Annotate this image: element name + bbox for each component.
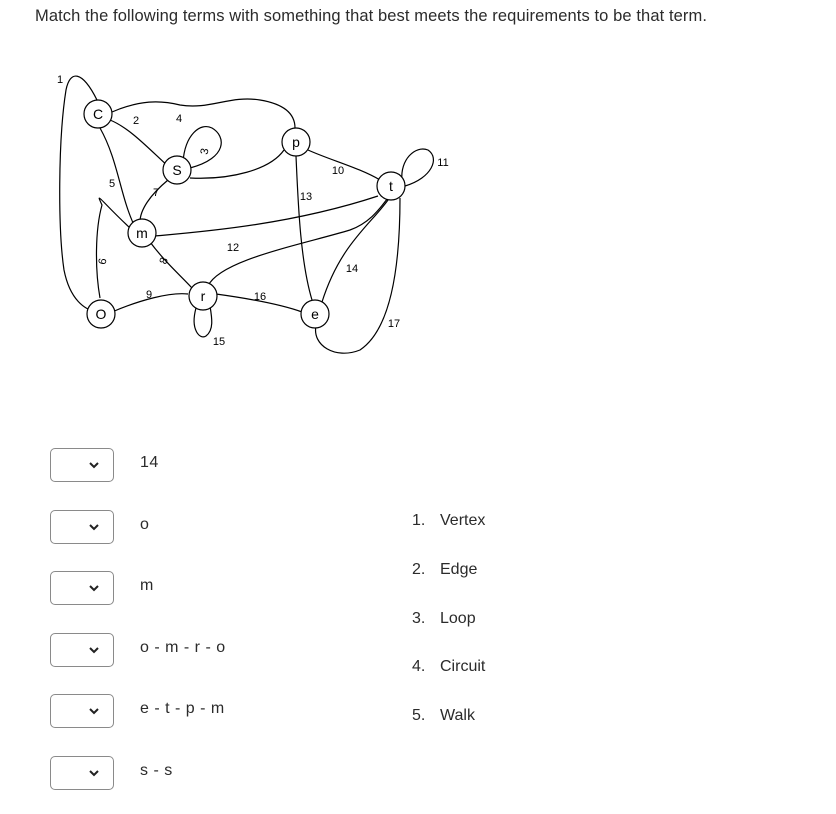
vertex-o-label: O: [95, 306, 107, 322]
edge-label-10: 10: [331, 165, 345, 177]
match-row: [50, 448, 310, 484]
match-row: [50, 633, 310, 669]
answer-label: Loop: [440, 610, 476, 627]
term-text: o - m - r - o: [140, 639, 226, 656]
edge-label-1: 1: [56, 74, 64, 86]
graph-edge-2: [110, 120, 170, 168]
answer-choice: [412, 610, 476, 628]
edge-label-3: 3: [198, 147, 212, 156]
term-text: o: [140, 516, 150, 533]
chevron-down-icon: [87, 520, 101, 534]
term-text: s - s: [140, 762, 173, 779]
term-text: m: [140, 577, 154, 594]
chevron-down-icon: [87, 704, 101, 718]
answer-dropdown[interactable]: [50, 633, 114, 667]
vertex-t-label: t: [389, 178, 393, 194]
graph-edge-14: [322, 200, 388, 302]
vertex-e-label: e: [311, 306, 319, 322]
answer-number: 3.: [412, 610, 426, 627]
edge-label-2: 2: [132, 115, 140, 127]
edge-label-16: 16: [253, 291, 267, 303]
answer-number: 4.: [412, 658, 426, 675]
edge-label-6: 6: [96, 257, 110, 266]
graph-edge-12b: [155, 196, 378, 236]
answer-dropdown[interactable]: [50, 510, 114, 544]
answer-number: 5.: [412, 707, 426, 724]
answer-label: Walk: [440, 707, 475, 724]
answer-dropdown[interactable]: [50, 694, 114, 728]
vertex-m-label: m: [136, 225, 148, 241]
graph-edge-13: [296, 156, 312, 300]
answer-label: Edge: [440, 561, 478, 578]
answer-choice: [412, 707, 475, 725]
match-row: [50, 510, 310, 546]
question-text: Match the following terms with something that best meets the requirements to be that term.: [35, 7, 708, 25]
answer-dropdown[interactable]: [50, 756, 114, 790]
vertex-c-label: C: [92, 106, 104, 122]
chevron-down-icon: [87, 766, 101, 780]
answer-choice: [412, 512, 485, 530]
term-text: 14: [140, 454, 159, 471]
edge-label-13: 13: [299, 191, 313, 203]
graph-edge-11: [402, 149, 434, 186]
answer-label: Circuit: [440, 658, 486, 675]
answer-dropdown[interactable]: [50, 571, 114, 605]
edge-label-11: 11: [437, 157, 449, 169]
match-row: [50, 571, 310, 607]
answer-number: 2.: [412, 561, 426, 578]
edge-label-9: 9: [145, 289, 153, 301]
edge-label-5: 5: [108, 178, 116, 190]
edge-label-17: 17: [387, 318, 401, 330]
graph-edge-15: [194, 306, 212, 337]
edge-label-7: 7: [152, 187, 160, 199]
edge-label-8: 8: [157, 256, 171, 266]
graph-edge-6: [96, 198, 130, 298]
edge-label-15: 15: [212, 336, 226, 348]
graph-edge-5: [100, 128, 134, 225]
answer-number: 1.: [412, 512, 426, 529]
match-row: [50, 694, 310, 730]
chevron-down-icon: [87, 458, 101, 472]
vertex-r-label: r: [200, 288, 206, 304]
vertex-p-label: p: [292, 134, 300, 150]
edge-label-4: 4: [175, 113, 183, 125]
answer-choice: [412, 658, 485, 676]
match-row: [50, 756, 310, 792]
answer-label: Vertex: [440, 512, 486, 529]
graph-edge-8: [150, 242, 192, 288]
vertex-s-label: S: [172, 162, 182, 178]
edge-label-14: 14: [345, 263, 359, 275]
chevron-down-icon: [87, 643, 101, 657]
edge-label-12: 12: [226, 242, 240, 254]
graph-edge-4: [112, 99, 295, 128]
answer-dropdown[interactable]: [50, 448, 114, 482]
answer-choice: [412, 561, 477, 579]
term-text: e - t - p - m: [140, 700, 225, 717]
chevron-down-icon: [87, 581, 101, 595]
